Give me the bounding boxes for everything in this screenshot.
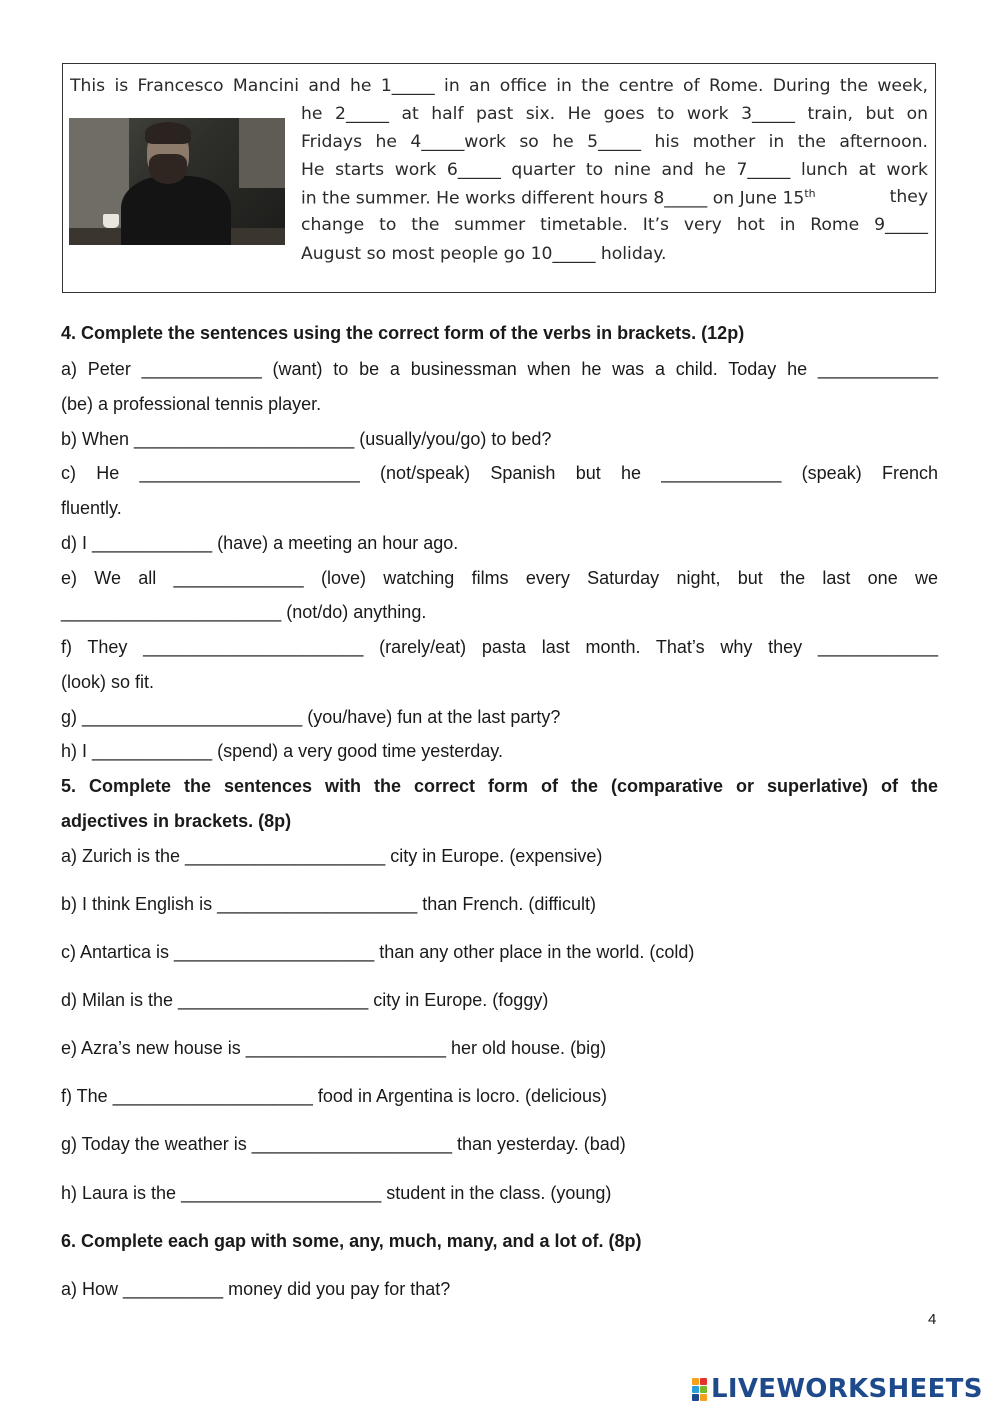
passage-line-6: change to the summer timetable. It’s very hot in Rome 9_____ — [301, 215, 928, 235]
passage-line-5-text: in the summer. He works different hours 8_____ on June 15 — [301, 188, 805, 209]
ex4-line-a: a) Peter ____________ (want) to be a businessman when he was a child. Today he ____________ — [61, 359, 938, 379]
ex4-line-f2: (look) so fit. — [61, 672, 155, 692]
page-number: 4 — [928, 1311, 937, 1328]
ex4-line-b: b) When ______________________ (usually/you/go) to bed? — [61, 429, 552, 449]
ex4-line-d: d) I ____________ (have) a meeting an hour ago. — [61, 533, 459, 553]
passage-line-5 — [301, 187, 928, 209]
man-photo — [69, 118, 285, 245]
ex4-line-c2: fluently. — [61, 498, 122, 518]
exercise5-heading: 5. Complete the sentences with the correct form of the (comparative or superlative) of the — [61, 776, 938, 796]
exercise4-heading: 4. Complete the sentences using the correct form of the verbs in brackets. (12p) — [61, 323, 745, 343]
ex5-item-a: a) Zurich is the ____________________ city in Europe. (expensive) — [61, 846, 603, 866]
ex5-item-h: h) Laura is the ____________________ student in the class. (young) — [61, 1183, 612, 1203]
ex5-item-c: c) Antartica is ____________________ than any other place in the world. (cold) — [61, 942, 695, 962]
ordinal-suffix: th — [804, 187, 816, 200]
passage-line-4: He starts work 6_____ quarter to nine and he 7_____ lunch at work — [301, 160, 928, 180]
ex4-line-c: c) He ______________________ (not/speak) Spanish but he ____________ (speak) French — [61, 463, 938, 483]
ex5-item-b: b) I think English is ____________________ than French. (difficult) — [61, 894, 597, 914]
ex4-line-g: g) ______________________ (you/have) fun at the last party? — [61, 707, 561, 727]
passage-line-5-tail: they — [889, 187, 928, 207]
passage-line-7: August so most people go 10_____ holiday. — [301, 244, 667, 264]
ex5-item-e: e) Azra’s new house is ____________________ her old house. (big) — [61, 1038, 607, 1058]
ex6-item-a: a) How __________ money did you pay for that? — [61, 1279, 451, 1299]
ex4-line-a2: (be) a professional tennis player. — [61, 394, 322, 414]
passage-line-1: This is Francesco Mancini and he 1_____ in an office in the centre of Rome. During the week, — [70, 76, 928, 96]
passage-line-3: Fridays he 4_____work so he 5_____ his mother in the afternoon. — [301, 132, 928, 152]
liveworksheets-logo — [692, 1374, 983, 1404]
ex4-line-h: h) I ____________ (spend) a very good time yesterday. — [61, 741, 503, 761]
ex5-item-d: d) Milan is the ___________________ city in Europe. (foggy) — [61, 990, 549, 1010]
exercise6-heading: 6. Complete each gap with some, any, much, many, and a lot of. (8p) — [61, 1231, 642, 1251]
liveworksheets-logo-icon — [692, 1378, 707, 1401]
exercise5-heading-cont: adjectives in brackets. (8p) — [61, 811, 292, 831]
ex4-line-e: e) We all _____________ (love) watching films every Saturday night, but the last one we — [61, 568, 938, 588]
ex4-line-f: f) They ______________________ (rarely/eat) pasta last month. That’s why they ____________ — [61, 637, 938, 657]
passage-line-2: he 2_____ at half past six. He goes to work 3_____ train, but on — [301, 104, 928, 124]
logo-text: LIVEWORKSHEETS — [711, 1374, 983, 1404]
coffee-cup-icon — [103, 214, 119, 228]
ex4-line-e2: ______________________ (not/do) anything. — [61, 602, 427, 622]
ex5-item-f: f) The ____________________ food in Argentina is locro. (delicious) — [61, 1086, 608, 1106]
ex5-item-g: g) Today the weather is ____________________ than yesterday. (bad) — [61, 1134, 626, 1154]
